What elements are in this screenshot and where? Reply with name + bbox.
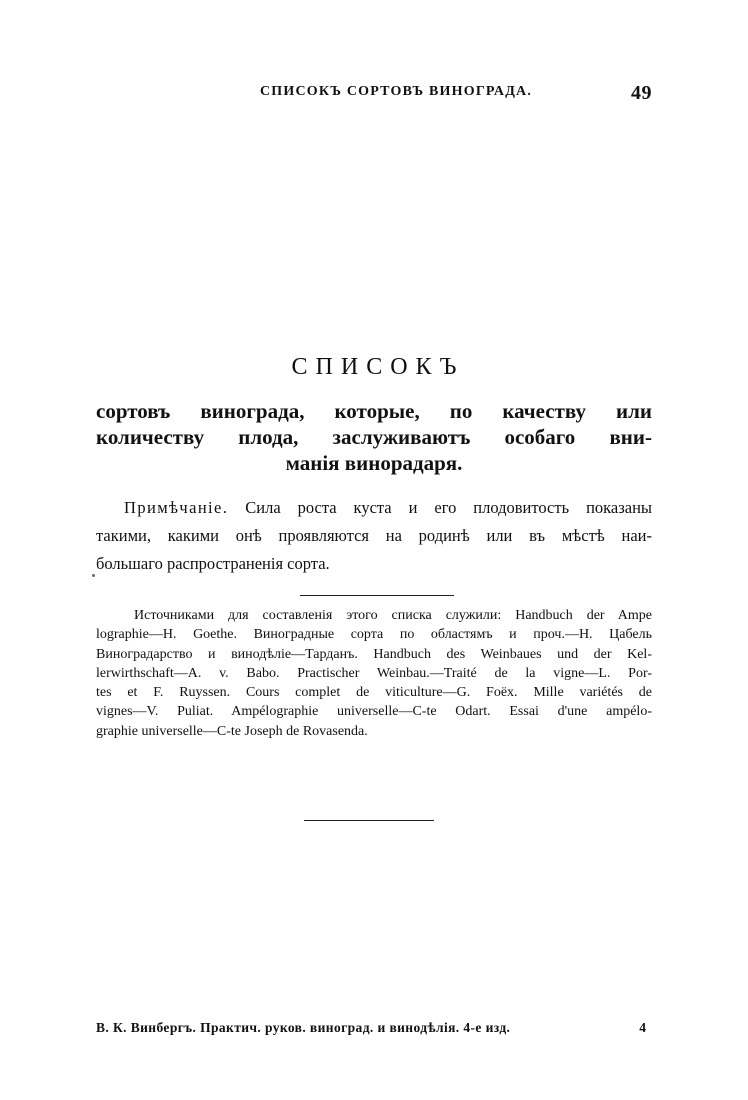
- subtitle-line-1: сортовъ винограда, которые, по качеству или: [96, 399, 652, 423]
- sources-line: lographie—H. Goethe. Виноградные сорта по областямъ и проч.—Н. Цабель: [96, 627, 652, 643]
- sources-line: lerwirthschaft—A. v. Babo. Practischer Weinbau.—Traité de la vigne—L. Por-: [96, 665, 652, 681]
- end-rule: [304, 820, 434, 821]
- page-number: 49: [631, 82, 652, 104]
- sources-line: Виноградарство и винодѣліе—Тарданъ. Handbuch des Weinbaues und der Kel-: [96, 646, 652, 662]
- signature-mark: 4: [639, 1020, 646, 1035]
- sources-paragraph: [96, 606, 652, 741]
- page-footer: [96, 1020, 652, 1040]
- note-text-1: Сила роста куста и его плодовитость показаны: [245, 498, 652, 517]
- sources-line: Источниками для составленія этого списка служили: Handbuch der Ampe: [134, 608, 652, 623]
- main-title: СПИСОКЪ: [291, 354, 465, 380]
- note-paragraph: [96, 494, 652, 578]
- separator-rule: [300, 595, 454, 596]
- running-header: [96, 82, 652, 104]
- running-title: СПИСОКЪ СОРТОВЪ ВИНОГРАДА.: [260, 84, 533, 99]
- note-label: Примѣчаніе.: [124, 498, 229, 517]
- note-line-1: [96, 494, 652, 522]
- subtitle-line-2: количеству плода, заслуживаютъ особаго вни-: [96, 425, 652, 449]
- sources-line: vignes—V. Puliat. Ampélographie universelle—C-te Odart. Essai d'une ampélo-: [96, 704, 652, 720]
- note-line-2: такими, какими онѣ проявляются на родинѣ или въ мѣстѣ наи-: [96, 526, 652, 545]
- footer-text: В. К. Винбергъ. Практич. руков. виноград. и винодѣлія. 4-е изд.: [96, 1020, 511, 1035]
- sources-line: tes et F. Ruyssen. Cours complet de viticulture—G. Foëx. Mille variétés de: [96, 685, 652, 701]
- subtitle-line-3: манія винорадаря.: [285, 451, 463, 475]
- note-line-3: большаго распространенія сорта.: [96, 554, 330, 573]
- subtitle: [96, 398, 652, 476]
- sources-line: graphie universelle—C-te Joseph de Rovasenda.: [96, 723, 368, 739]
- print-speck: [92, 574, 95, 577]
